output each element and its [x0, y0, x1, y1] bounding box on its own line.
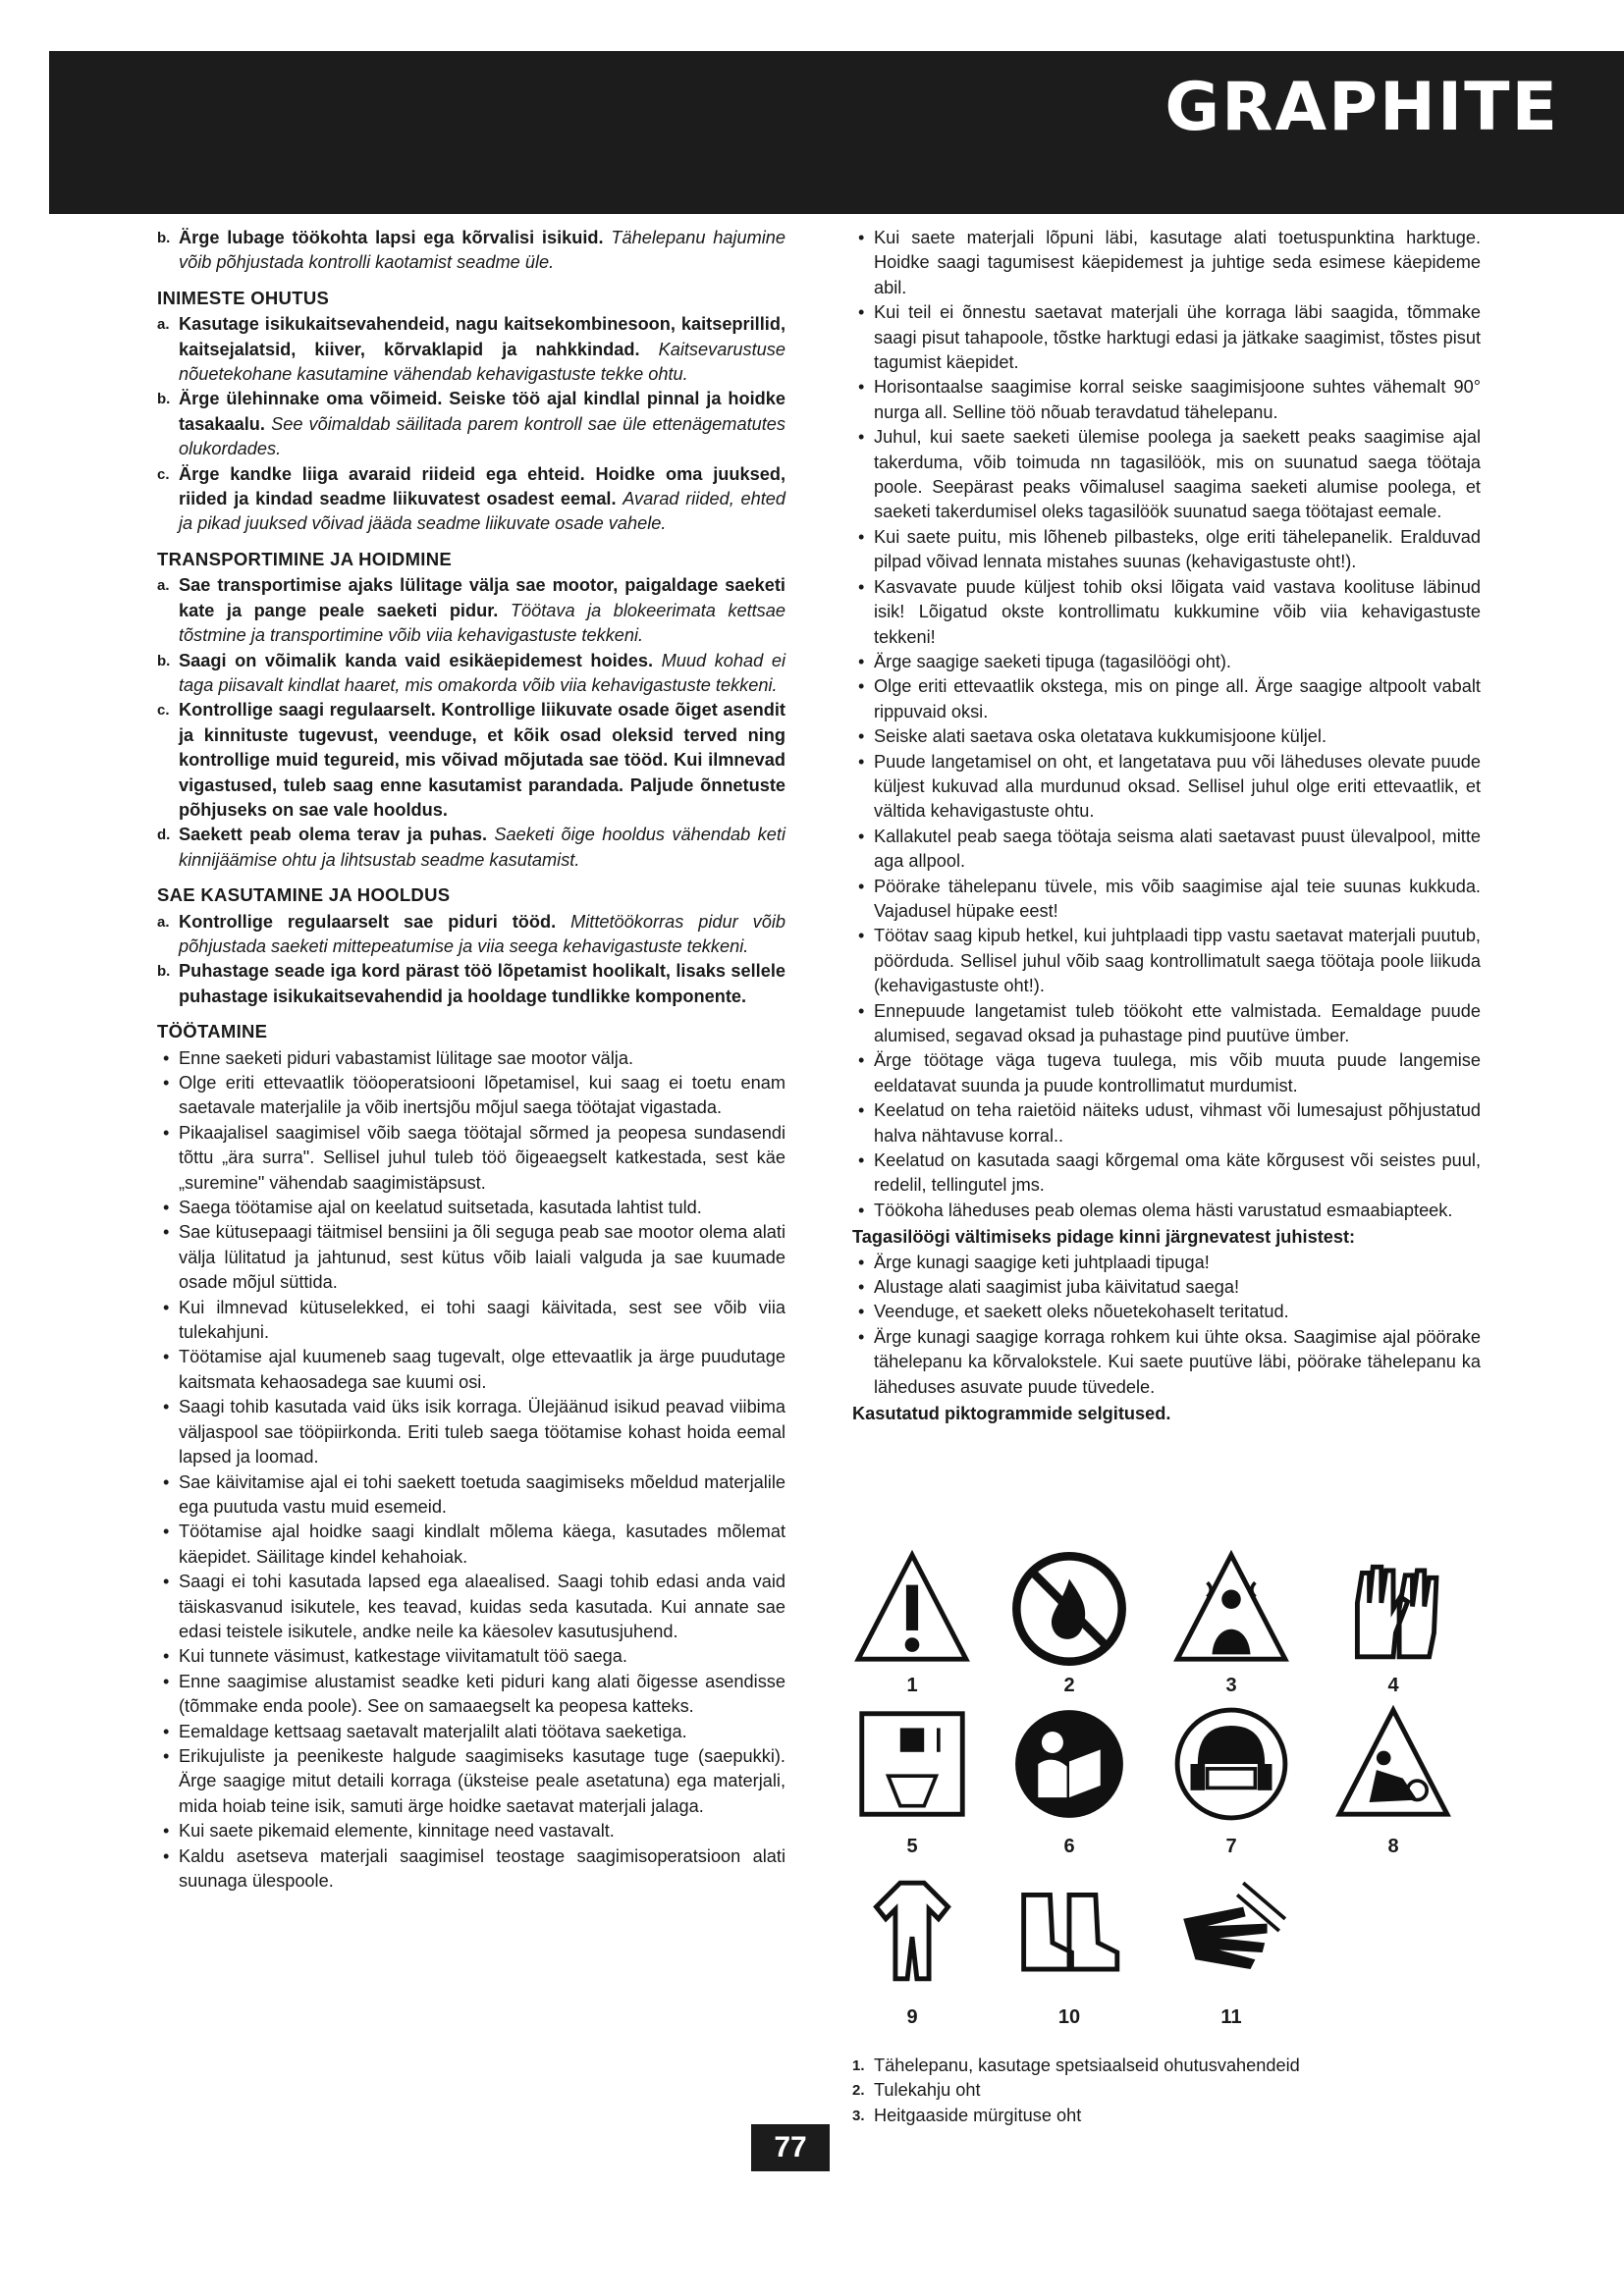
list-item: • Veenduge, et saekett oleks nõuetekohaselt teritatud.	[852, 1300, 1481, 1324]
list-item: • Töötav saag kipub hetkel, kui juhtplaadi tipp vastu saetavat materjali puutub, pöörduda. Sellisel juhul võib saag kontrollimatult saega töötaja poole liikuda (kehavigastuste oht!).	[852, 924, 1481, 998]
pictogram-number: 7	[1225, 1836, 1237, 1857]
list-item: • Enne saeketi piduri vabastamist lülitage sae mootor välja.	[157, 1046, 785, 1071]
fuel-mix-icon	[852, 1704, 972, 1824]
list-item: • Ärge kunagi saagige korraga rohkem kui ühte oksa. Saagimise ajal pöörake tähelepanu ka kõrvalokstele. Kui saete puutüve läbi, pöörake tähelepanu ka läheduses asuvate puude tüvedele.	[852, 1325, 1481, 1400]
list-item: • Töötamise ajal hoidke saagi kindlalt mõlema käega, kasutades mõlemat käepidet. Säilitage kindel kehahoiak.	[157, 1520, 785, 1570]
list-item: • Olge eriti ettevaatlik tööoperatsiooni lõpetamisel, kui saag ei toetu enam saetavale materjalile ja võib inertsjõu mõjul saega töötajat vigastada.	[157, 1071, 785, 1121]
list-item: • Töötamise ajal kuumeneb saag tugevalt, olge ettevaatlik ja ärge puudutage kaitsmata kehaosadega sae kuumi osi.	[157, 1345, 785, 1395]
toxic-fumes-icon	[1171, 1549, 1291, 1669]
use-item-b: b. Puhastage seade iga kord pärast töö lõpetamist hoolikalt, lisaks sellele puhastage isikukaitsevahendid ja hooldage tundlikke komponente.	[157, 961, 785, 1006]
list-item: • Töökoha läheduses peab olemas olema hästi varustatud esmaabiapteek.	[852, 1199, 1481, 1223]
pictogram-number: 1	[906, 1675, 918, 1696]
kickback-warning-icon	[1333, 1704, 1453, 1824]
list-item: • Saega töötamise ajal on keelatud suitsetada, kasutada lahtist tuld.	[157, 1196, 785, 1220]
list-item: • Ennepuude langetamist tuleb töökoht ette valmistada. Eemaldage puude alumised, segavad oksad ja puhastage pind puutüve ümber.	[852, 999, 1481, 1049]
list-item: • Saagi ei tohi kasutada lapsed ega alaealised. Saagi tohib edasi anda vaid täiskasvanud isikutele, kes teavad, kuidas seda kasutada. Kui annate sae edasi teistele isikutele, andke neile ka käesolev kasutusjuhend.	[157, 1570, 785, 1644]
list-item: • Kasvavate puude küljest tohib oksi lõigata vaid vastava koolituse läbinud isik! Lõigatud okste kontrollimatu kukkumine võib viia kehavigastuste tekkeni!	[852, 575, 1481, 650]
safety-boots-icon	[1009, 1871, 1129, 1991]
pictogram-number: 9	[906, 2006, 918, 2028]
list-item: • Sae käivitamise ajal ei tohi saekett toetuda saagimiseks mõeldud materjalile ega puutuda vastu muid esemeid.	[157, 1470, 785, 1521]
list-item: • Kui saete pikemaid elemente, kinnitage need vastavalt.	[157, 1819, 785, 1843]
list-item: • Kallakutel peab saega töötaja seisma alati saetavast puust ülevalpool, mitte aga allpool.	[852, 825, 1481, 875]
pictogram-number: 10	[1057, 2006, 1081, 2028]
personal-item-a: a. Kasutage isikukaitsevahendeid, nagu kaitsekombinesoon, kaitseprillid, kaitsejalatsid, kiiver, kõrvaklapid ja nahkkindad. Kaitsevarustuse nõuetekohane kasutamine vähendab kehavigastuste tekke ohtu.	[157, 314, 785, 385]
pictogram-number: 6	[1063, 1836, 1075, 1857]
list-item: • Saagi tohib kasutada vaid üks isik korraga. Ülejäänud isikud peavad viibima väljaspool sae tööpiirkonda. Eriti tuleb saega töötamise kohast hoida eemal lapsed ja loomad.	[157, 1395, 785, 1469]
pictogram-number: 11	[1220, 2006, 1242, 2028]
use-item-a: a. Kontrollige regulaarselt sae piduri tööd. Mittetöökorras pidur võib põhjustada saeketi mittepeatumise ja viia seega kehavigastuste tekkeni.	[157, 911, 785, 956]
list-item: • Kui ilmnevad kütuselekked, ei tohi saagi käivitada, sest see võib viia tulekahjuni.	[157, 1296, 785, 1346]
legend-item: 2. Tulekahju oht	[852, 2080, 981, 2101]
legend-item: 1. Tähelepanu, kasutage spetsiaalseid ohutusvahendeid	[852, 2056, 1300, 2075]
transport-item-c: c. Kontrollige saagi regulaarselt. Kontrollige liikuvate osade õiget asendit ja kinnituste tugevust, veenduge, et kõik osad oleksid terved ning kontrollige muid tegureid, mis võivad mõjutada sae tööd. Kui ilmnevad vigastused, tuleb saag enne kasutamist parandada. Paljude õnnetuste põhjuseks on sae vale hooldus.	[157, 700, 785, 820]
pictogram-number: 4	[1387, 1675, 1399, 1696]
warning-triangle-icon	[852, 1549, 972, 1669]
list-item: • Kaldu asetseva materjali saagimisel teostage saagimisoperatsioon alati suunaga ülespoole.	[157, 1844, 785, 1895]
transport-item-b: b. Saagi on võimalik kanda vaid esikäepidemest hoides. Muud kohad ei taga piisavalt kindlat haaret, mis omakorda võib viia kehavigastuste tekkeni.	[157, 650, 785, 695]
list-item: • Horisontaalse saagimise korral seiske saagimisjoone suhtes vähemalt 90° nurga all. Selline töö nõuab teravdatud tähelepanu.	[852, 375, 1481, 425]
personal-item-b: b. Ärge ülehinnake oma võimeid. Seiske töö ajal kindlal pinnal ja hoidke tasakaalu. See võimaldab säilitada parem kontroll sae üle ettenägematutes olukordades.	[157, 389, 785, 459]
protective-suit-icon	[852, 1871, 972, 1991]
section-title-transport: TRANSPORTIMINE JA HOIDMINE	[157, 548, 453, 569]
pictogram-grid	[852, 1549, 1481, 2032]
helmet-earmuffs-icon	[1171, 1704, 1291, 1824]
personal-item-c: c. Ärge kandke liiga avaraid riideid ega ehteid. Hoidke oma juuksed, riided ja kindad seadme liikuvatest osadest eemal. Avarad riided, ehted ja pikad juuksed võivad jääda seadme liikuvate osade vahele.	[157, 463, 785, 534]
section-title-personal: INIMESTE OHUTUS	[157, 287, 330, 308]
list-item: • Kui saete materjali lõpuni läbi, kasutage alati toetuspunktina harktuge. Hoidke saagi tagumisest käepidemest ja juhtige seda esimese käepideme abil.	[852, 226, 1481, 300]
pictogram-number: 8	[1387, 1836, 1399, 1857]
left-column	[157, 226, 785, 1894]
list-item: • Keelatud on teha raietöid näiteks udust, vihmast või lumesajust põhjustatud halva nähtavuse korral..	[852, 1098, 1481, 1148]
pictogram-number: 2	[1063, 1675, 1075, 1696]
graphite-logo: GRAPHITE	[1164, 69, 1559, 146]
page-number: 77	[751, 2124, 830, 2171]
list-item: • Alustage alati saagimist juba käivitatud saega!	[852, 1275, 1481, 1300]
transport-item-a: a. Sae transportimise ajaks lülitage välja sae mootor, paigaldage saeketi kate ja pange peale saeketi pidur. Töötava ja blokeerimata kettsae tõstmine ja transportimine võib viia kehavigastuste tekkeni.	[157, 575, 785, 646]
operation-bullets-continued	[852, 226, 1481, 1223]
list-item: • Erikujuliste ja peenikeste halgude saagimiseks kasutage tuge (saepukki). Ärge saagige mitut detaili korraga (üksteise peale asetatuna) ega materjali, mida hoiab teine isik, samuti ärge hoidke saetavat materjali jalaga.	[157, 1744, 785, 1819]
list-item: • Enne saagimise alustamist seadke keti piduri kang alati õigesse asendisse (tõmmake enda poole). See on samaaegselt ka peopesa katteks.	[157, 1670, 785, 1720]
pictogram-number: 3	[1225, 1675, 1237, 1696]
list-item: • Puude langetamisel on oht, et langetatava puu või läheduses olevate puude küljest kukuvad alla murdunud oksad. Sellisel juhul olge eriti ettevaatlik, et vältida kehavigastuste ohtu.	[852, 750, 1481, 825]
kickback-title: Tagasilöögi vältimiseks pidage kinni järgnevatest juhistest:	[852, 1227, 1356, 1248]
right-column	[852, 226, 1481, 1427]
list-item: • Ärge saagige saeketi tipuga (tagasilöögi oht).	[852, 650, 1481, 674]
hand-injury-icon	[1171, 1871, 1291, 1991]
pictograms-title: Kasutatud piktogrammide selgitused.	[852, 1404, 1171, 1424]
legend-item: 3. Heitgaaside mürgituse oht	[852, 2105, 1082, 2125]
operation-bullets	[157, 1046, 785, 1895]
list-item: • Kui teil ei õnnestu saetavat materjali ühe korraga läbi saagida, tõmmake saagi pisut tahapoole, tõstke harktugi edasi ja jätkake saagimist, tõstes pisut tagumist käepidet.	[852, 300, 1481, 375]
kickback-bullets	[852, 1251, 1481, 1400]
list-item: • Keelatud on kasutada saagi kõrgemal oma käte kõrgusest või seistes puul, redelil, tellingutel jms.	[852, 1148, 1481, 1199]
gloves-icon	[1333, 1549, 1453, 1669]
list-item: • Eemaldage kettsaag saetavalt materjalilt alati töötava saeketiga.	[157, 1720, 785, 1744]
list-item: • Seiske alati saetava oska oletatava kukkumisjoone küljel.	[852, 724, 1481, 749]
list-item: • Juhul, kui saete saeketi ülemise poolega ja saekett peaks saagimise ajal takerduma, võib toimuda nn tagasilöök, mis on suunatud saega töötaja poole. Seepärast peaks võimalusel saagima saeketi alumise poolega, et saeketi takerdumisel oleks tagasilöök suunatud saega töötajast eemale.	[852, 425, 1481, 525]
read-manual-icon	[1009, 1704, 1129, 1824]
section-title-use: SAE KASUTAMINE JA HOOLDUS	[157, 884, 451, 906]
section-title-operation: TÖÖTAMINE	[157, 1021, 268, 1042]
transport-item-d: d. Saekett peab olema terav ja puhas. Saeketi õige hooldus vähendab keti kinnijäämise ohtu ja lihtsustab seadme kasutamist.	[157, 825, 785, 870]
pictogram-legend	[852, 2054, 1481, 2128]
list-item: • Kui saete puitu, mis lõheneb pilbasteks, olge eriti tähelepanelik. Eralduvad pilpad võivad lennata mistahes suunas (kehavigastuste oht!).	[852, 525, 1481, 575]
list-item: • Sae kütusepaagi täitmisel bensiini ja õli seguga peab sae mootor olema alati välja lülitatud ja jahtunud, sest kütus võib laiali valguda ja sae kuumade osade mõjul süttida.	[157, 1220, 785, 1295]
no-fire-icon	[1009, 1549, 1129, 1669]
list-item: • Olge eriti ettevaatlik okstega, mis on pinge all. Ärge saagige altpoolt vabalt rippuvaid oksi.	[852, 674, 1481, 724]
list-item: • Ärge töötage väga tugeva tuulega, mis võib muuta puude langemise eeldatavat suunda ja puude kontrollimatut murdumist.	[852, 1048, 1481, 1098]
list-item: • Kui tunnete väsimust, katkestage viivitamatult töö saega.	[157, 1644, 785, 1669]
list-item: • Ärge kunagi saagige keti juhtplaadi tipuga!	[852, 1251, 1481, 1275]
item-b-children: b. Ärge lubage töökohta lapsi ega kõrvalisi isikuid. Tähelepanu hajumine võib põhjustada kontrolli kaotamist seadme üle.	[157, 228, 786, 273]
list-item: • Pikaajalisel saagimisel võib saega töötajal sõrmed ja peopesa sundasendi tõttu „ära surra". Sellisel juhul tuleb töö õigeaegselt katkestada, sest käe „suremine" vähendab saagimistäpsust.	[157, 1121, 785, 1196]
list-item: • Pöörake tähelepanu tüvele, mis võib saagimise ajal teie suunas kukkuda. Vajadusel hüpake eest!	[852, 875, 1481, 925]
pictogram-number: 5	[906, 1836, 918, 1857]
